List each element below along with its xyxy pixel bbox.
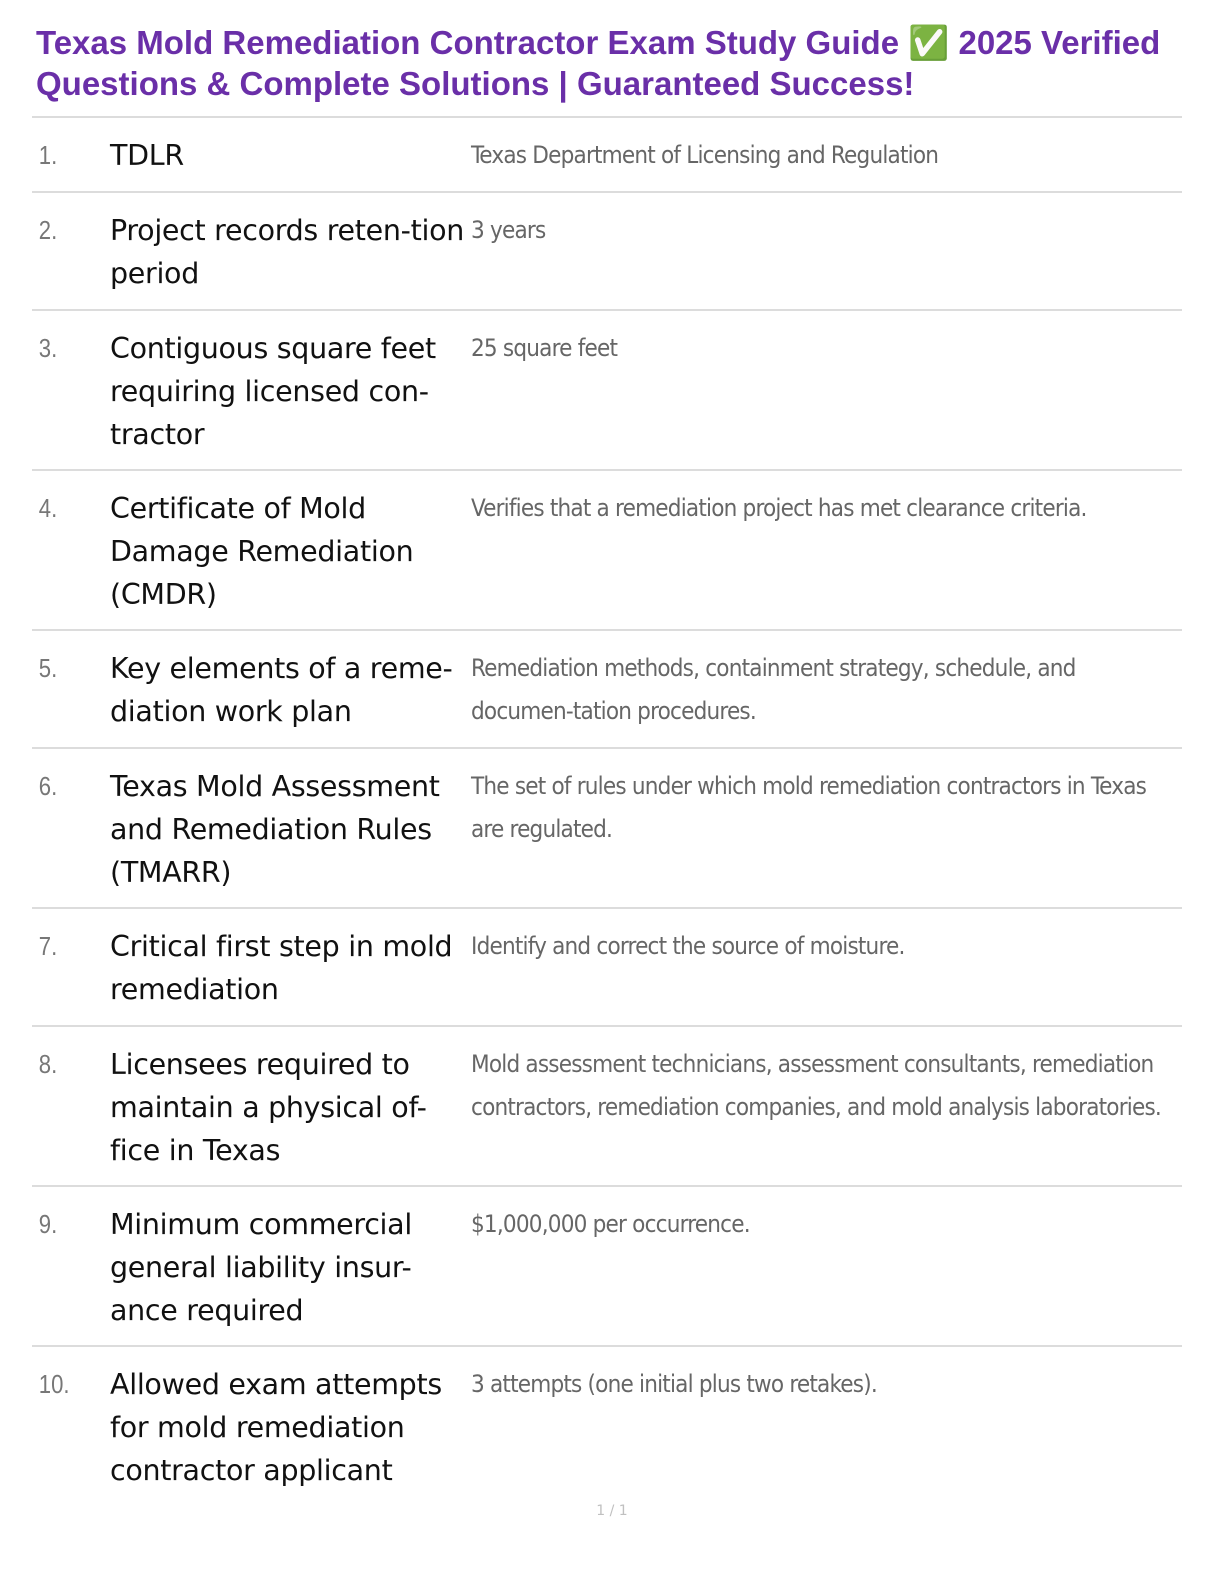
- card-definition: 3 years: [471, 216, 546, 244]
- page-indicator: 1 / 1: [596, 1503, 628, 1519]
- flashcard-row: [32, 471, 1182, 631]
- document-title: Texas Mold Remediation Contractor Exam Study Guide ✅ 2025 Verified Questions & Complete Solutions | Guaranteed Success!: [36, 24, 1161, 102]
- card-definition: Mold assessment technicians, assessment consultants, remediation contractors, remediation companies, and mold analysis laboratories.: [471, 1050, 1161, 1121]
- card-number: 7.: [38, 931, 58, 961]
- flashcard-row: [32, 909, 1182, 1027]
- card-number: 6.: [38, 771, 58, 801]
- card-definition: 3 attempts (one initial plus two retakes).: [471, 1370, 877, 1398]
- flashcard-row: [32, 118, 1182, 193]
- card-definition: Identify and correct the source of moisture.: [471, 932, 905, 960]
- card-number: 8.: [38, 1049, 58, 1079]
- card-term: Licensees required to maintain a physical of-fice in Texas: [110, 1048, 427, 1167]
- card-term: TDLR: [110, 139, 184, 172]
- flashcard-list: [32, 116, 1182, 1495]
- card-definition: 25 square feet: [471, 334, 618, 362]
- card-number: 1.: [38, 140, 58, 170]
- card-term: Allowed exam attempts for mold remediation contractor applicant: [110, 1368, 442, 1487]
- card-definition: The set of rules under which mold remediation contractors in Texas are regulated.: [471, 772, 1147, 843]
- flashcard-row: [32, 631, 1182, 749]
- card-number: 4.: [38, 493, 58, 523]
- flashcard-row: [32, 311, 1182, 471]
- card-term: Texas Mold Assessment and Remediation Rules (TMARR): [110, 770, 440, 889]
- card-definition: Remediation methods, containment strategy, schedule, and documen-tation procedures.: [471, 654, 1076, 725]
- card-term: Contiguous square feet requiring licensed con-tractor: [110, 332, 436, 451]
- card-term: Minimum commercial general liability insur-ance required: [110, 1208, 412, 1327]
- flashcard-row: [32, 193, 1182, 311]
- flashcard-row: [32, 749, 1182, 909]
- card-term: Project records reten-tion period: [110, 214, 464, 290]
- card-number: 5.: [38, 653, 58, 683]
- card-number: 9.: [38, 1209, 58, 1239]
- card-number: 2.: [38, 215, 58, 245]
- card-number: 3.: [38, 333, 58, 363]
- card-term: Critical first step in mold remediation: [110, 930, 453, 1006]
- card-number: 10.: [38, 1369, 70, 1399]
- card-definition: Verifies that a remediation project has met clearance criteria.: [471, 494, 1087, 522]
- flashcard-row: [32, 1187, 1182, 1347]
- flashcard-row: [32, 1027, 1182, 1187]
- flashcard-row: [32, 1347, 1182, 1495]
- card-definition: Texas Department of Licensing and Regulation: [471, 141, 939, 169]
- card-term: Key elements of a reme-diation work plan: [110, 652, 453, 728]
- card-term: Certificate of Mold Damage Remediation (CMDR): [110, 492, 414, 611]
- card-definition: $1,000,000 per occurrence.: [471, 1210, 750, 1238]
